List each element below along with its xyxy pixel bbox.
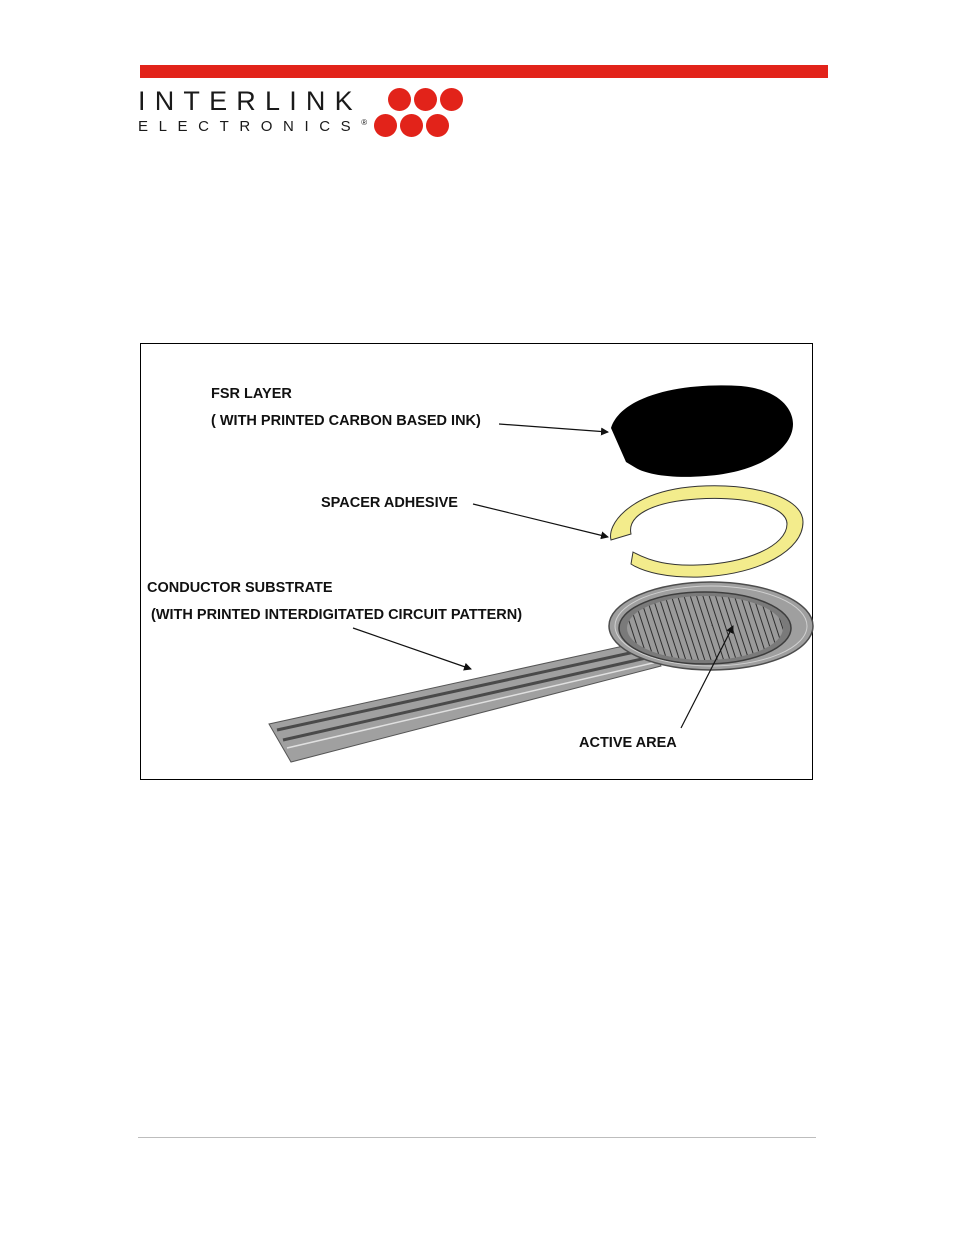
footer-divider	[138, 1137, 816, 1138]
logo-dot	[374, 114, 397, 137]
label-fsr-layer: FSR LAYER	[211, 386, 292, 402]
label-active-area: ACTIVE AREA	[579, 735, 677, 751]
spacer-adhesive-arrow	[473, 504, 608, 537]
conductor-substrate-arrow	[353, 628, 471, 669]
label-conductor-substrate: CONDUCTOR SUBSTRATE	[147, 580, 333, 596]
logo-dot	[426, 114, 449, 137]
label-fsr-layer-sub: ( WITH PRINTED CARBON BASED INK)	[211, 413, 481, 429]
logo-dot	[400, 114, 423, 137]
logo-dot	[440, 88, 463, 111]
interlink-logo	[138, 86, 478, 140]
fsr-layer-arrow	[499, 424, 608, 432]
logo-word-interlink: INTERLINK	[138, 86, 362, 116]
fsr-construction-diagram	[140, 343, 813, 780]
spacer-adhesive-ring	[611, 486, 803, 577]
logo-word-electronics: ELECTRONICS®	[138, 118, 368, 135]
fsr-diagram-svg	[141, 344, 814, 781]
label-conductor-substrate-sub: (WITH PRINTED INTERDIGITATED CIRCUIT PATTERN)	[151, 607, 523, 623]
label-spacer-adhesive: SPACER ADHESIVE	[321, 495, 458, 511]
fsr-layer-shape	[611, 385, 793, 477]
header-red-bar	[140, 65, 828, 78]
logo-dot	[414, 88, 437, 111]
logo-dot	[388, 88, 411, 111]
